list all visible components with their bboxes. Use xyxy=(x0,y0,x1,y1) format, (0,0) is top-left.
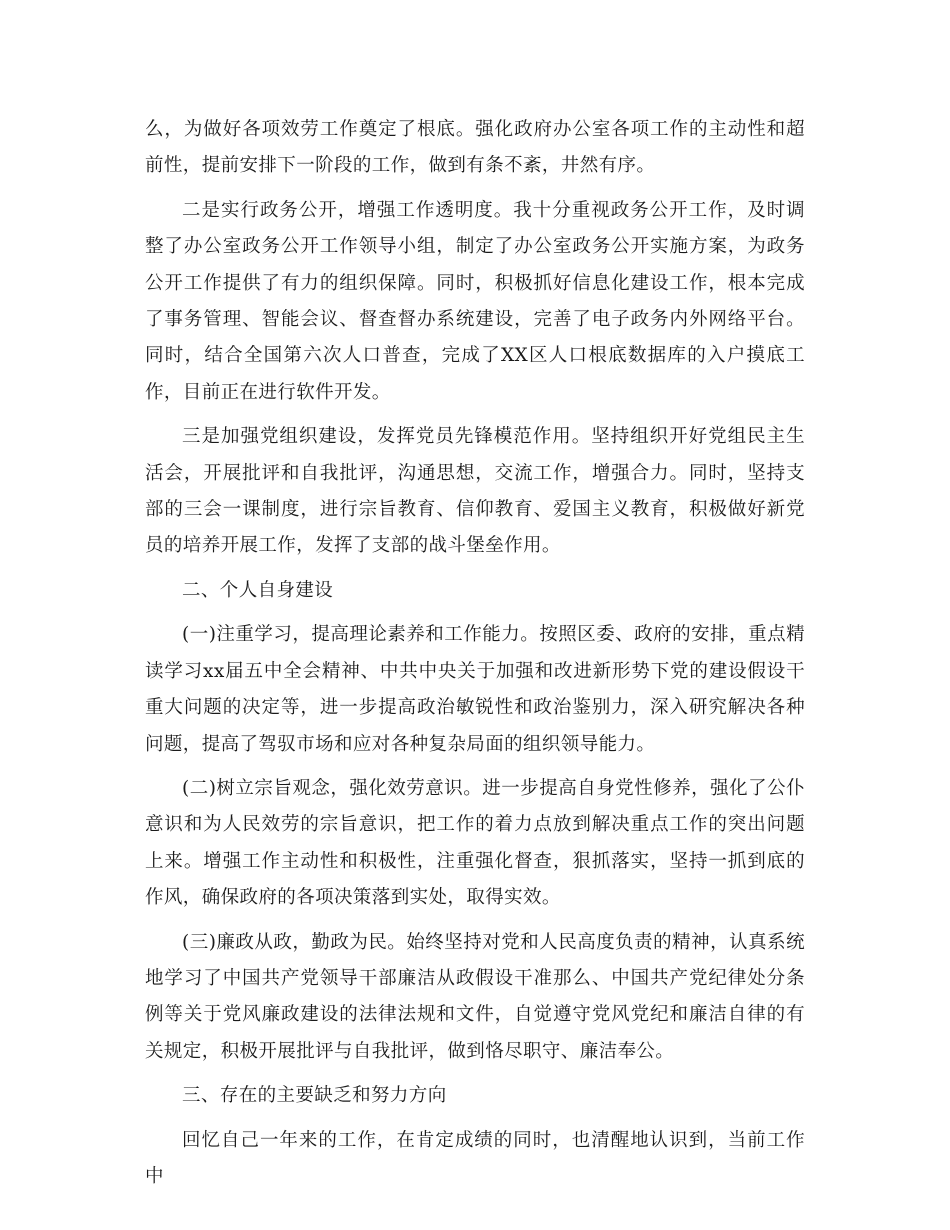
paragraph-item-three: (三)廉政从政，勤政为民。始终坚持对党和人民高度负责的精神，认真系统地学习了中国共产党领导干部廉洁从政假设干准那么、中国共产党纪律处分条例等关于党风廉政建设的法律法规和文件，自觉遵守党风党纪和廉洁自律的有关规定，积极开展批评与自我批评，做到恪尽职守、廉洁奉公。 xyxy=(145,931,805,1062)
section-heading-shortcomings: 三、存在的主要缺乏和努力方向 xyxy=(182,1085,447,1107)
paragraph-point-two: 二是实行政务公开，增强工作透明度。我十分重视政务公开工作，及时调整了办公室政务公开工作领导小组，制定了办公室政务公开实施方案，为政务公开工作提供了有力的组织保障。同时，积极抓好信息化建设工作，根本完成了事务管理、智能会议、督查督办系统建设，完善了电子政务内外网络平台。同时，结合全国第六次人口普查，完成了XX区人口根底数据库的入户摸底工作，目前正在进行软件开发。 xyxy=(145,199,805,403)
paragraph-item-one: (一)注重学习，提高理论素养和工作能力。按照区委、政府的安排，重点精读学习xx届五中全会精神、中共中央关于加强和改进新形势下党的建设假设干重大问题的决定等，进一步提高政治敏锐性和政治鉴别力，深入研究解决各种问题，提高了驾驭市场和应对各种复杂局面的组织领导能力。 xyxy=(145,624,805,755)
paragraph-continuation: 么，为做好各项效劳工作奠定了根底。强化政府办公室各项工作的主动性和超前性，提前安排下一阶段的工作，做到有条不紊，井然有序。 xyxy=(145,119,805,177)
paragraph-review: 回忆自己一年来的工作，在肯定成绩的同时，也清醒地认识到，当前工作中 xyxy=(145,1129,805,1187)
paragraph-point-three: 三是加强党组织建设，发挥党员先锋模范作用。坚持组织开好党组民主生活会，开展批评和自我批评，沟通思想，交流工作，增强合力。同时，坚持支部的三会一课制度，进行宗旨教育、信仰教育、爱国主义教育，积极做好新党员的培养开展工作，发挥了支部的战斗堡垒作用。 xyxy=(145,426,805,557)
document-body xyxy=(145,112,805,1203)
section-heading-personal-development: 二、个人自身建设 xyxy=(182,579,334,601)
paragraph-item-two: (二)树立宗旨观念，强化效劳意识。进一步提高自身党性修养，强化了公仆意识和为人民效劳的宗旨意识，把工作的着力点放到解决重点工作的突出问题上来。增强工作主动性和积极性，注重强化督查，狠抓落实，坚持一抓到底的作风，确保政府的各项决策落到实处，取得实效。 xyxy=(145,777,805,909)
